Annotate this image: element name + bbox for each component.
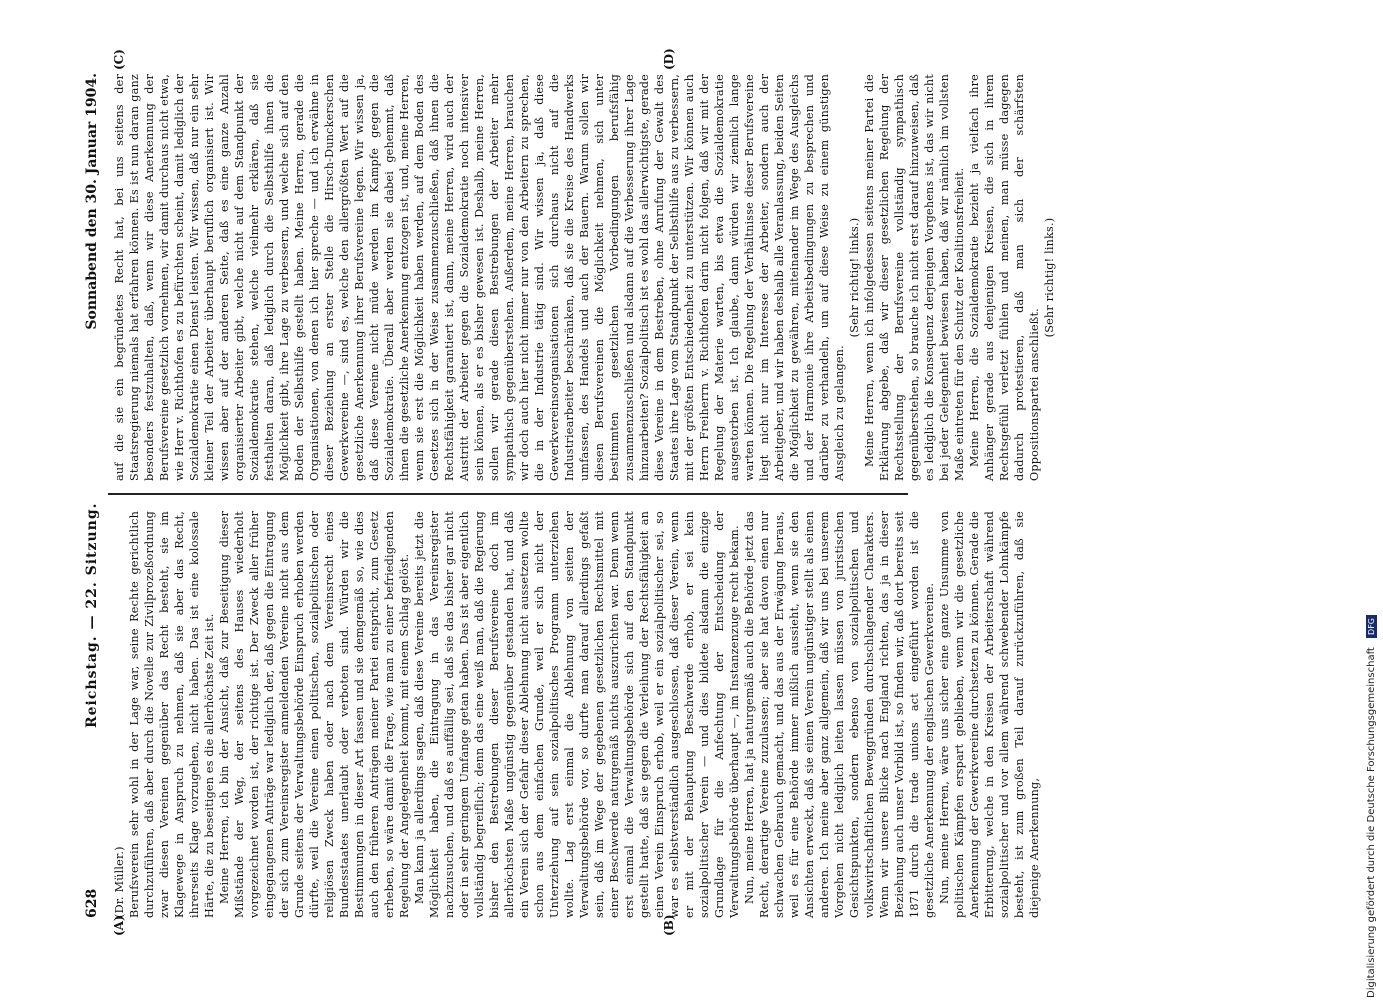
paragraph: auf die sie ein begründetes Recht hat, bei uns seitens der Staatsregierung niemals hat erfahren können. Es ist nun daran ganz besonders festzuhalten, daß, wenn wir diese Anerkennung der Berufsvereine gesetzlich vornehmen, wir damit durchaus nicht etwa, wie Herr v. Richthofen es zu befürchten scheint, damit lediglich der Sozialdemokratie einen Dienst leisten. Wir wissen, daß nur ein sehr kleiner Teil der Arbeiter überhaupt beruflich organisiert ist. Wir wissen aber auf der anderen Seite, daß es eine ganze Anzahl organisierter Arbeiter gibt, welche nicht auf dem Standpunkt der Sozialdemokratie stehen, welche vielmehr erklären, daß sie festhalten daran, daß lediglich durch die Selbsthilfe ihnen die Möglichkeit gibt, ihre Lage zu verbessern, und welche sich auf den Boden der Selbsthilfe gestellt haben. Meine Herren, gerade die Organisationen, von denen ich hier spreche — und ich erwähne in dieser Beziehung an erster Stelle die Hirsch-Dunckerschen Gewerkvereine —, sind es, welche den allergrößten Wert auf die gesetzliche Anerkennung ihrer Berufsvereine legen. Wir wissen ja, daß diese Vereine nicht müde werden im Kampfe gegen die Sozialdemokratie. Überall aber werden sie dabei gehemmt, daß ihnen die gesetzliche Anerkennung entzogen ist, und, meine Herren, wenn sie erst die Möglichkeit haben werden, auf dem Boden des Gesetzes sich in der Weise zusammenzuschließen, daß ihnen die Rechtsfähigkeit garantiert ist, dann, meine Herren, wird auch der Austritt der Arbeiter gegen die Sozialdemokratie noch intensiver sein können, als er es bisher gewesen ist. Deshalb, meine Herren, sollen wir gerade diesen Bestrebungen der Arbeiter mehr sympathisch gegenüberstehen. Außerdem, meine Herren, brauchen wir doch auch hier nicht immer nur von den Arbeitern zu sprechen, die in der Industrie tätig sind. Wir wissen ja, daß diese Gewerkvereinsorganisationen sich durchaus nicht auf die Industriearbeiter beschränken, daß sie die Kreise des Handwerks umfassen, des Handels und auch der Bauern. Warum sollen wir diesen Berufsvereinen die Möglichkeit nehmen, sich unter bestimmten gesetzlichen Vorbedingungen berufsfähig zusammenzuschließen und alsdann auf die Verbesserung ihrer Lage hinzuarbeiten? Sozialpolitisch ist es wohl das allerwichtigste, gerade diese Vereine in dem Bestreben, ohne Anrufung der Gewalt des Staates ihre Lage vom Standpunkt der Selbsthilfe aus zu verbessern, mit der größten Entschiedenheit zu unterstützen. Wir können auch Herrn Freiherrn v. Richthofen darin nicht folgen, daß wir mit der Regelung der Materie warten, bis etwa die Sozialdemokratie ausgestorben ist. Ich glaube, dann würden wir ziemlich lange warten können. Die Regelung der Verhältnisse dieser Berufsvereine liegt nicht nur im Interesse der Arbeiter, sondern auch der Arbeitgeber, und wir haben deshalb alle Veranlassung, beiden Seiten die Möglichkeit zu gewähren, miteinander im Wege des Ausgleichs und der Harmonie ihre Arbeitsbedingungen zu besprechen und darüber zu verhandeln, um auf diese Weise zu einem günstigen Ausgleich zu gelangen. xyxy=(113,74,846,481)
paragraph: Berufsverein sehr wohl in der Lage war, seine Rechte gerichtlich durchzuführen, daß aber durch die Novelle zur Zivilprozeßordnung zwar diesen Vereinen gegenüber das Recht besteht, sie im Klagewege in Anspruch zu nehmen, daß sie aber das Recht, ihrerseits Klage vorzugehen, nicht haben. Das ist eine kolossale Härte, die zu beseitigen es die allerhöchste Zeit ist. xyxy=(128,511,216,918)
margin-mark-b: (B) xyxy=(662,914,676,936)
margin-mark-a: (A) xyxy=(112,915,126,936)
speaker-label: (Dr. Müller.) xyxy=(113,846,126,918)
interjection: (Sehr richtig! links.) xyxy=(848,217,861,338)
paragraph: Meine Herren, wenn ich infolgedessen seitens meiner Partei die Erklärung abgebe, daß wir dieser gesetzlichen Regelung der Rechtsstellung der Berufsvereine vollständig sympathisch gegenüberstehen, so brauche ich nicht erst darauf hinzuweisen, daß es lediglich die Konsequenz derjenigen Vorgehens ist, das wir nicht bei jeder Gelegenheit bewiesen haben, daß wir nämlich im vollsten Maße eintreten für den Schutz der Koalitionsfreiheit. xyxy=(863,74,966,481)
margin-mark-d: (D) xyxy=(662,48,676,70)
left-column xyxy=(112,511,1042,918)
interjection: (Sehr richtig! links.) xyxy=(1043,217,1056,338)
right-column xyxy=(112,74,1057,481)
paragraph: Man kann ja allerdings sagen, daß diese Vereine bereits jetzt die Möglichkeit haben, die Eintragung in das Vereinsregister nachzusuchen, und daß es auffällig sei, daß sie das bisher gar nicht oder in sehr geringem Umfange getan haben. Das ist aber eigentlich vollständig begreiflich; denn das eine weiß man, daß die Regierung bisher den Bestrebungen dieser Berufsvereine doch im allerhöchsten Maße ungünstig gegenüber gestanden hat, und daß ein Verein sich der Gefahr dieser Ablehnung nicht aussetzen wollte schon aus dem einfachen Grunde, weil er sich nicht der Unterziehung auf sein sozialpolitisches Programm unterziehen wollte. Lag erst einmal die Ablehnung von seiten der Verwaltungsbehörde vor, so durfte man darauf allerdings gefaßt sein, daß im Wege der gegebenen gesetzlichen Rechtsmittel mit einer Beschwerde naturgemäß nichts auszurichten war. Denn wenn erst einmal die Verwaltungsbehörde sich auf den Standpunkt gestellt hatte, daß sie gegen die Verleihung der Rechtsfähigkeit an einen Verein Einspruch erhob, weil er ein sozialpolitischer sei, so war es selbstverständlich ausgeschlossen, daß dieser Verein, wenn er mit der Behauptung Beschwerde erhob, er sei kein sozialpolitischer Verein — und dies bildete alsdann die einzige Grundlage für die Anfechtung der Entscheidung der Verwaltungsbehörde überhaupt —, im Instanzenzuge recht bekam. xyxy=(413,511,741,918)
paragraph: Meine Herren, die Sozialdemokratie bezieht ja vielfach ihre Anhänger gerade aus denjenigen Kreisen, die sich in ihrem Rechtsgefühl verletzt fühlen und meinen, man müsse dagegen dadurch protestieren, daß man sich der schärfsten Oppositionspartei anschließt. xyxy=(968,74,1041,481)
session-date: Sonnabend den 30. Januar 1904. xyxy=(84,73,100,330)
digitization-text: Digitalisierung gefördert durch die Deutsche Forschungsgemeinschaft xyxy=(1366,647,1377,998)
page-number: 628 xyxy=(84,888,100,918)
paragraph: Meine Herren, ich bin der Ansicht, daß zur Beseitigung dieser Mißstände der Weg, der seitens des Hauses wiederholt vorgezeichnet worden ist, der richtige ist. Der Zweck aller früher eingegangenen Anträge war lediglich der, daß gegen die Eintragung der sich zum Vereinsregister anmeldenden Vereine nicht aus dem Grunde seitens der Verwaltungsbehörde Einspruch erhoben werden dürfte, weil die Vereine einen politischen, sozialpolitischen oder religiösen Zweck haben oder nach dem Vereinsrecht eines Bundesstaates unerlaubt oder verboten sind. Würden wir die Bestimmungen in dieser Art fassen und sie demgemäß so, wie dies auch den früheren Anträgen meiner Partei entspricht, zum Gesetz erheben, so wäre damit die Frage, wie man zu einer befriedigenden Regelung der Angelegenheit kommt, mit einem Schlag gelöst. xyxy=(218,511,411,918)
digitization-note xyxy=(1366,0,1383,998)
paragraph: Nun, meine Herren, hat ja naturgemäß auch die Behörde jetzt das Recht, derartige Vereine zuzulassen; aber sie hat davon einen nur schwachen Gebrauch gemacht, und das aus der Erwägung heraus, weil es für eine Behörde immer mißlich aussieht, wenn sie den Ansichten erweckt, daß sie einen Verein ungünstiger stellt als einen anderen. Ich meine aber ganz allgemein, daß wir uns bei unserem Vorgehen nicht lediglich leiten lassen müssen von juristischen Gesichtspunkten, sondern ebenso von sozialpolitischen und volkswirtschaftlichen Beweggründen durchschlagender Charakters. Wenn wir unsere Blicke nach England richten, das ja in dieser Beziehung auch unser Vorbild ist, so finden wir, daß dort bereits seit 1871 durch die trade unions act eingeführt worden ist die gesetzliche Anerkennung der englischen Gewerkvereine. xyxy=(743,511,936,918)
page-title: Reichstag. — 22. Sitzung. xyxy=(84,502,100,728)
dfg-logo: DFG xyxy=(1366,615,1377,638)
margin-mark-c: (C) xyxy=(112,49,126,70)
column-divider xyxy=(108,493,908,495)
paragraph: Nun, meine Herren, wäre uns sicher eine ganze Unsumme von politischen Kämpfen erspart geblieben, wenn wir die gesetzliche Anerkennung der Gewerkvereine durchsetzen zu können. Gerade die Erbitterung, welche in den Kreisen der Arbeiterschaft während sozialpolitischer und vor allem während schwebender Lohnkämpfe besteht, ist zum großen Teil darauf zurückzuführen, daß sie diejenige Anerkennung, xyxy=(938,511,1041,918)
page-header xyxy=(84,73,104,918)
